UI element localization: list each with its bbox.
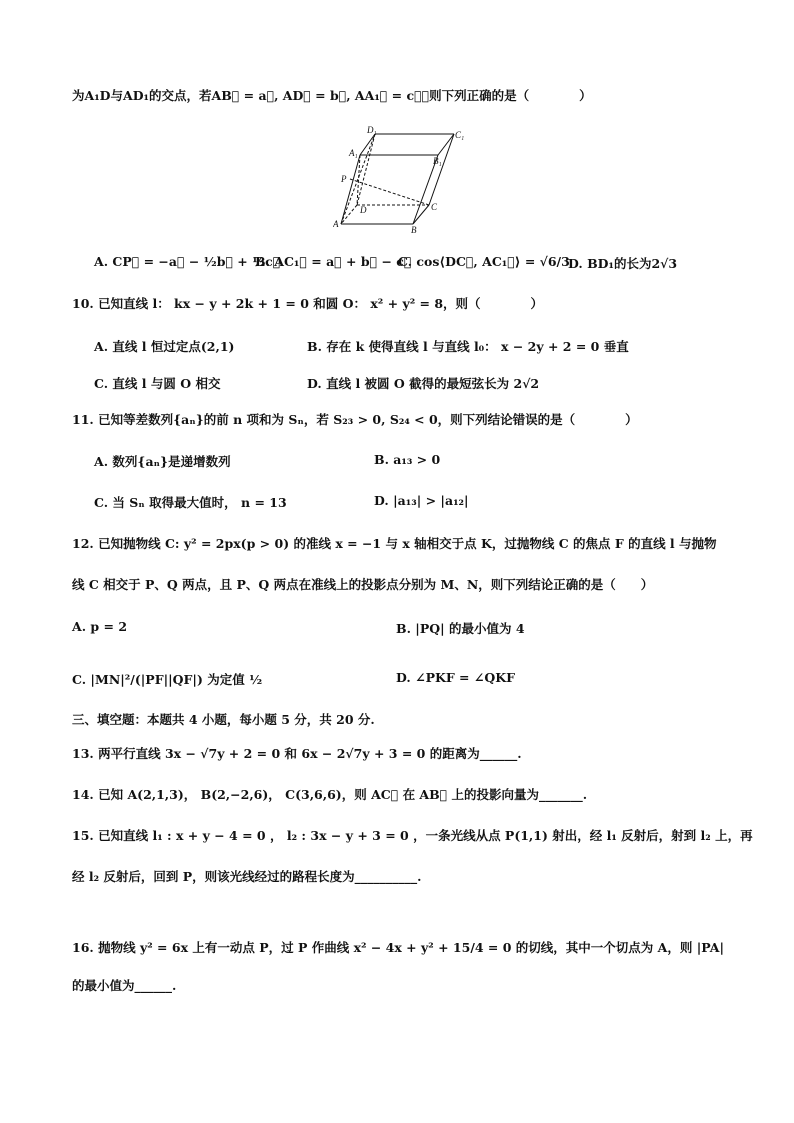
figure-label-c1: C₁ [455, 130, 465, 140]
q15-line1: 15. 已知直线 l₁ : x + y − 4 = 0 ， l₂ : 3x − y + 3 = 0 ，一条光线从点 P(1,1) 射出，经 l₁ 反射后，射到 l₂ 上，再 [72, 828, 753, 843]
q13-text: 13. 两平行直线 3x − √7y + 2 = 0 和 6x − 2√7y + 3 = 0 的距离为______. [72, 746, 522, 761]
q12-option-c: C. |MN|²/(|PF||QF|) 为定值 ½ [72, 672, 263, 687]
q12-option-d: D. ∠PKF = ∠QKF [396, 670, 515, 685]
figure-label-c: C [431, 202, 438, 212]
section-3-title: 三、填空题：本题共 4 小题，每小题 5 分，共 20 分. [72, 712, 375, 727]
q12-option-b: B. |PQ| 的最小值为 4 [396, 621, 525, 636]
q10-stem: 10. 已知直线 l： kx − y + 2k + 1 = 0 和圆 O： x² + y² = 8，则（ ） [72, 296, 544, 311]
q10-option-b: B. 存在 k 使得直线 l 与直线 l₀： x − 2y + 2 = 0 垂直 [307, 339, 629, 354]
figure-label-d: D [360, 205, 367, 215]
q11-option-c: C. 当 Sₙ 取得最大值时， n = 13 [94, 495, 287, 510]
figure-label-a: A [333, 219, 339, 229]
q10-option-d: D. 直线 l 被圆 O 截得的最短弦长为 2√2 [307, 376, 540, 391]
figure-label-d1: D₁ [367, 125, 377, 135]
q14-text: 14. 已知 A(2,1,3)， B(2,−2,6)， C(3,6,6)，则 AC⃗ 在 AB⃗ 上的投影向量为_______. [72, 787, 588, 802]
q9-option-c: C. cos⟨DC⃗, AC₁⃗⟩ = √6/3 [398, 254, 570, 269]
figure-label-p: P [341, 174, 347, 184]
q16-line2: 的最小值为______. [72, 978, 177, 993]
q15-line2: 经 l₂ 反射后，回到 P，则该光线经过的路程长度为__________. [72, 869, 422, 884]
intro-text: 为A₁D与AD₁的交点，若AB⃗ = a⃗, AD⃗ = b⃗, AA₁⃗ = c⃗，则下列正确的是（ ） [72, 88, 592, 103]
q16-line1: 16. 抛物线 y² = 6x 上有一动点 P，过 P 作曲线 x² − 4x + y² + 15/4 = 0 的切线，其中一个切点为 A，则 |PA| [72, 940, 724, 955]
q12-stem-line1: 12. 已知抛物线 C: y² = 2px(p > 0) 的准线 x = −1 与 x 轴相交于点 K，过抛物线 C 的焦点 F 的直线 l 与抛物 [72, 536, 717, 551]
figure-label-b: B [411, 225, 417, 234]
q9-option-b: B. AC₁⃗ = a⃗ + b⃗ − c⃗ [255, 254, 412, 269]
figure-label-a1: A₁ [349, 148, 358, 158]
q11-option-d: D. |a₁₃| > |a₁₂| [374, 493, 469, 508]
q12-stem-line2: 线 C 相交于 P、Q 两点，且 P、Q 两点在准线上的投影点分别为 M、N，则下列结论正确的是（ ） [72, 577, 654, 592]
q11-stem: 11. 已知等差数列{aₙ}的前 n 项和为 Sₙ，若 S₂₃ > 0, S₂₄ < 0，则下列结论错误的是（ ） [72, 412, 638, 427]
q10-option-a: A. 直线 l 恒过定点(2,1) [94, 339, 235, 354]
q12-option-a: A. p = 2 [72, 619, 128, 634]
q9-option-d: D. BD₁的长为2√3 [568, 256, 678, 271]
q11-option-a: A. 数列{aₙ}是递增数列 [94, 454, 231, 469]
parallelepiped-figure [333, 122, 467, 234]
figure-label-b1: B₁ [433, 156, 442, 166]
q10-option-c: C. 直线 l 与圆 O 相交 [94, 376, 221, 391]
q11-option-b: B. a₁₃ > 0 [374, 452, 441, 467]
q9-option-a: A. CP⃗ = −a⃗ − ½b⃗ + ½c⃗ [94, 254, 281, 269]
